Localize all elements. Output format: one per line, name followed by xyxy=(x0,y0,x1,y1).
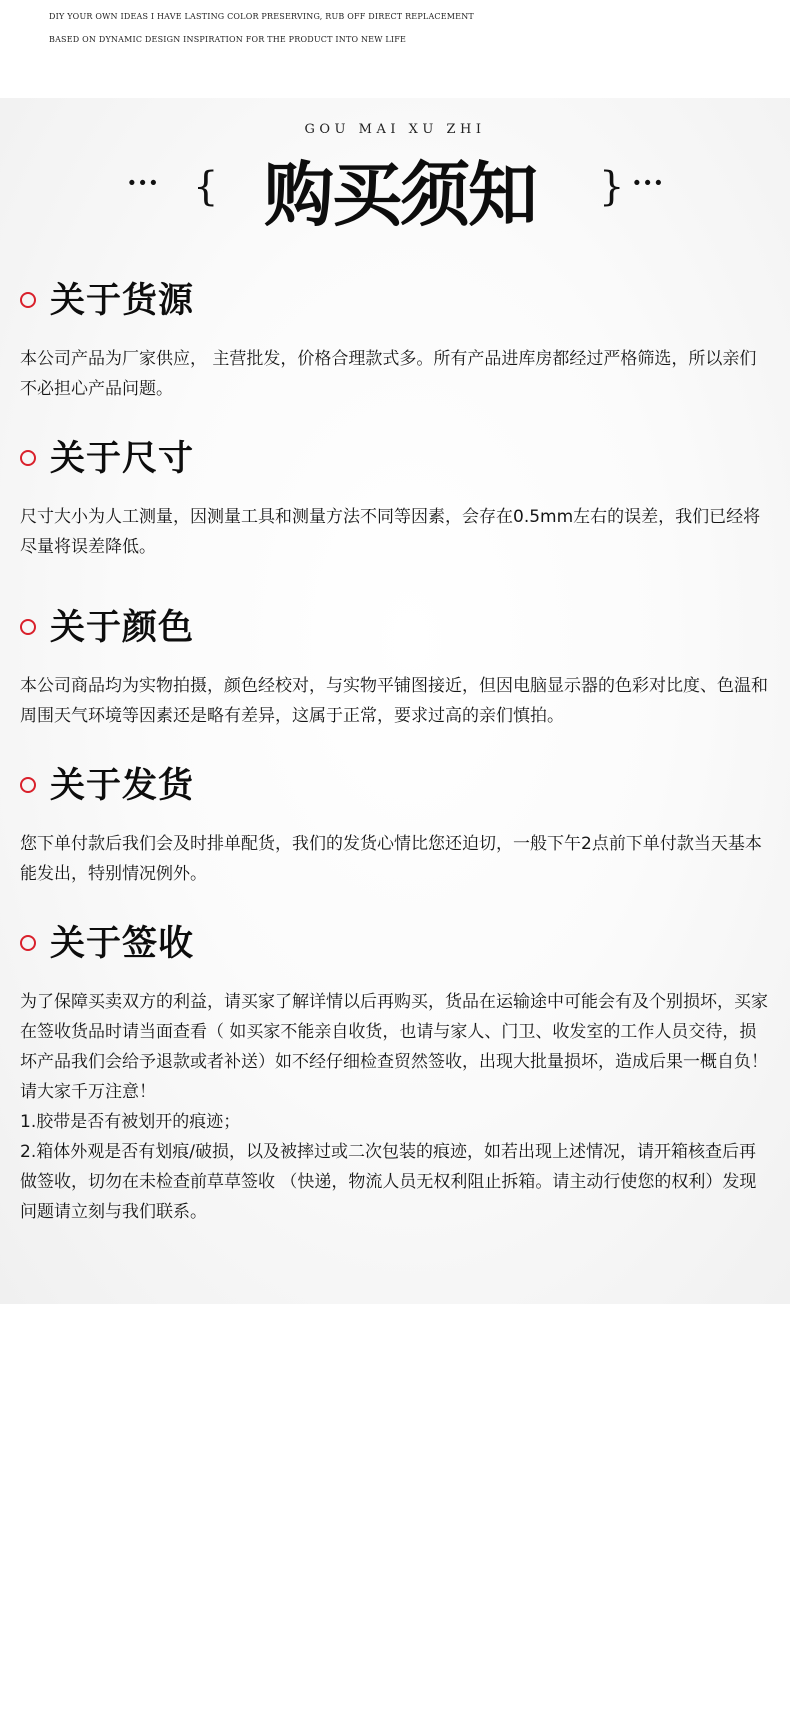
section-list-item: 2.箱体外观是否有划痕/破损，以及被摔过或二次包装的痕迹，如若出现上述情况，请开箱核查后再做签收，切勿在未检查前草草签收 （快递，物流人员无权利阻止拆箱。请主动行使您的权利）发现问题请立刻与我们联系。 xyxy=(20,1142,757,1222)
section-body xyxy=(20,829,772,889)
page-title: 购买须知 xyxy=(264,153,536,236)
section-receipt xyxy=(20,923,772,1227)
section-list-item: 1.胶带是否有被划开的痕迹； xyxy=(20,1112,241,1132)
title-row xyxy=(0,150,790,240)
section-paragraph: 本公司产品为厂家供应， 主营批发，价格合理款式多。所有产品进库房都经过严格筛选，所以亲们不必担心产品问题。 xyxy=(20,349,757,399)
circle-bullet-icon xyxy=(20,935,36,951)
section-heading xyxy=(20,607,772,653)
left-brace-ornament: { xyxy=(193,164,219,210)
right-dots-ornament: ··· xyxy=(632,166,665,199)
section-title: 关于颜色 xyxy=(50,607,195,648)
banner-tagline-1: DIY YOUR OWN IDEAS I HAVE LASTING COLOR PRESERVING, RUB OFF DIRECT REPLACEMENT xyxy=(49,12,474,21)
top-banner xyxy=(0,0,790,98)
pinyin-subtitle: GOU MAI XU ZHI xyxy=(304,122,486,137)
section-paragraph: 尺寸大小为人工测量，因测量工具和测量方法不同等因素，会存在0.5mm左右的误差，我们已经将尽量将误差降低。 xyxy=(20,507,761,557)
circle-bullet-icon xyxy=(20,777,36,793)
section-paragraph: 为了保障买卖双方的利益，请买家了解详情以后再购买，货品在运输途中可能会有及个别损坏，买家在签收货品时请当面查看（ 如买家不能亲自收货，也请与家人、门卫、收发室的工作人员交待，损坏产品我们会给予退款或者补送）如不经仔细检查贸然签收，出现大批量损坏，造成后果一概自负！请大家千万注意！ xyxy=(20,992,768,1102)
banner-tagline-2: BASED ON DYNAMIC DESIGN INSPIRATION FOR THE PRODUCT INTO NEW LIFE xyxy=(49,35,407,44)
circle-bullet-icon xyxy=(20,450,36,466)
left-dots-ornament: ··· xyxy=(127,166,160,199)
section-body xyxy=(20,671,772,731)
section-title: 关于货源 xyxy=(50,280,195,321)
section-shipping xyxy=(20,765,772,889)
section-title: 关于发货 xyxy=(50,765,195,806)
section-body xyxy=(20,344,772,404)
section-color xyxy=(20,607,772,731)
section-title: 关于签收 xyxy=(50,923,195,964)
section-body xyxy=(20,987,772,1227)
section-heading xyxy=(20,280,772,326)
section-paragraph: 本公司商品均为实物拍摄，颜色经校对，与实物平铺图接近，但因电脑显示器的色彩对比度、色温和周围天气环境等因素还是略有差异，这属于正常，要求过高的亲们慎拍。 xyxy=(20,676,768,726)
section-size xyxy=(20,438,772,562)
section-heading xyxy=(20,438,772,484)
section-paragraph: 您下单付款后我们会及时排单配货，我们的发货心情比您还迫切，一般下午2点前下单付款当天基本能发出，特别情况例外。 xyxy=(20,834,762,884)
section-body xyxy=(20,502,772,562)
right-brace-ornament: } xyxy=(599,164,625,210)
section-source xyxy=(20,280,772,404)
circle-bullet-icon xyxy=(20,292,36,308)
circle-bullet-icon xyxy=(20,619,36,635)
section-heading xyxy=(20,923,772,969)
section-heading xyxy=(20,765,772,811)
section-title: 关于尺寸 xyxy=(50,438,195,479)
